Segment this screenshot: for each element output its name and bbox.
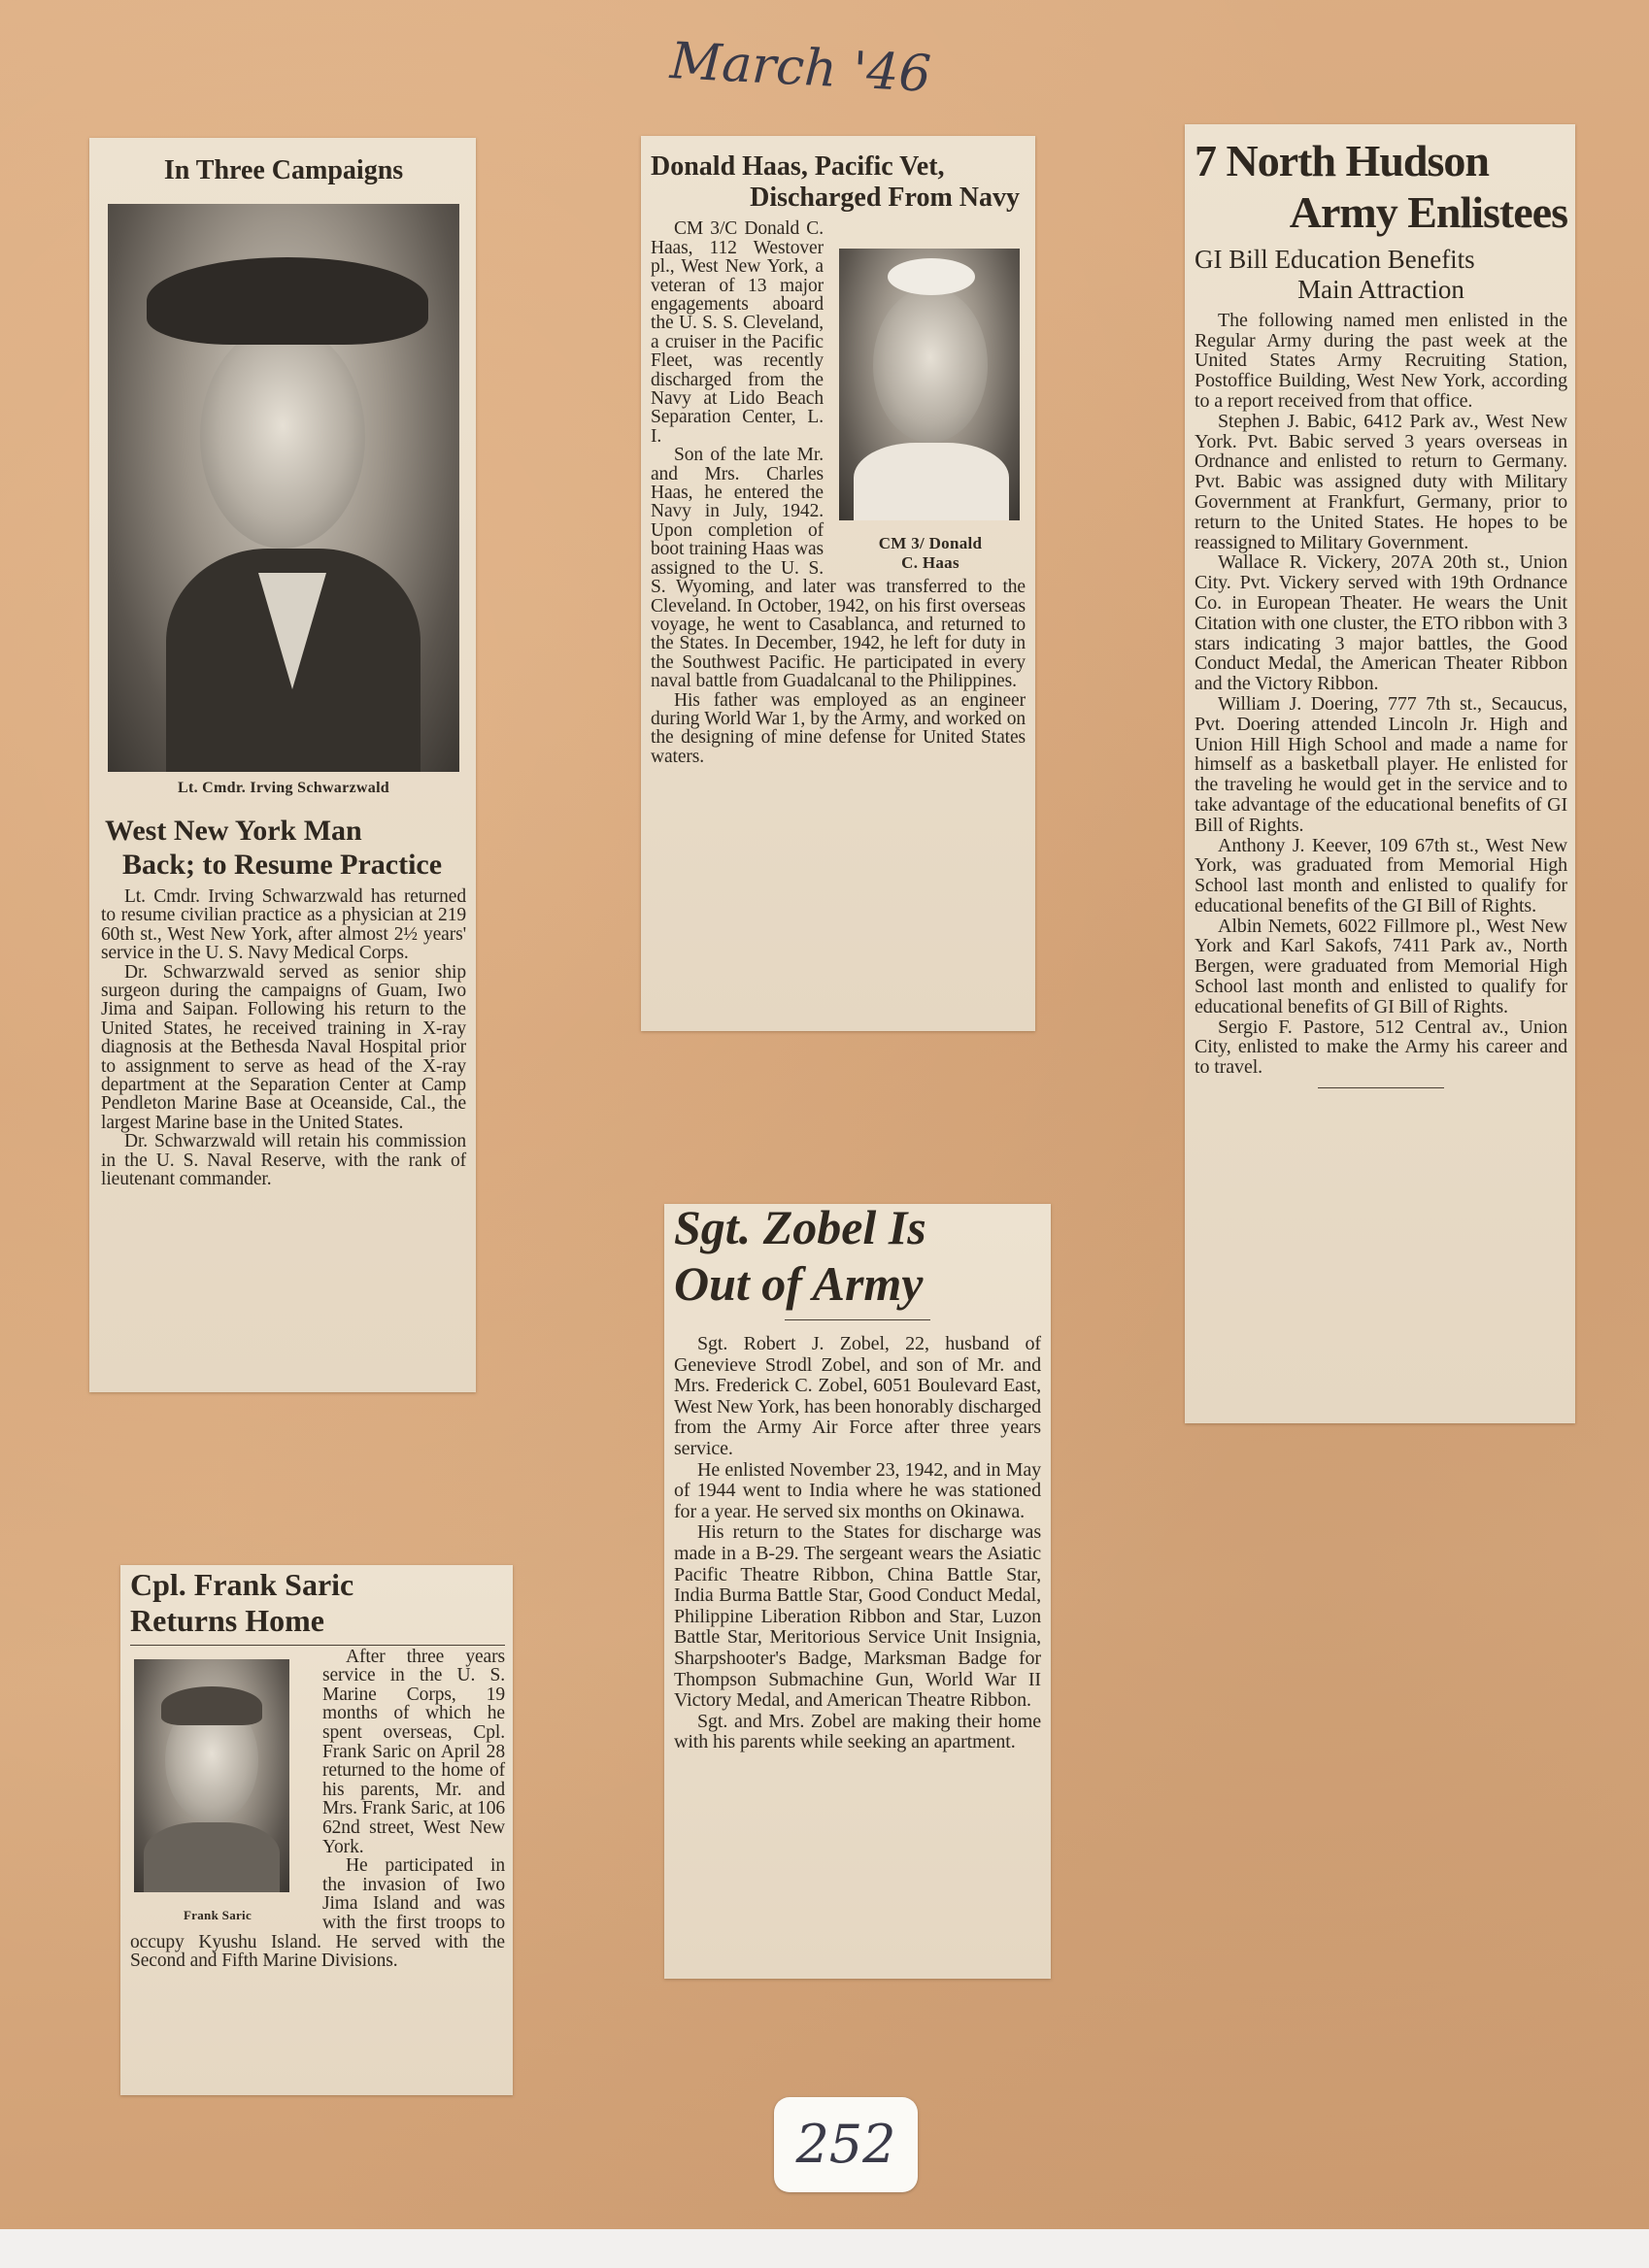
paragraph: He enlisted November 23, 1942, and in May of 1944 went to India where he was stationed for a year. He served six months on Okinawa. (674, 1458, 1041, 1522)
paragraph: Sgt. Robert J. Zobel, 22, husband of Genevieve Strodl Zobel, and son of Mr. and Mrs. Frederick C. Zobel, 6051 Boulevard East, West New York, has been honorably discharged from the Army Air Force after three years service. (674, 1333, 1041, 1459)
paragraph: His father was employed as an engineer during World War 1, by the Army, and worked on the designing of mine defense for United States waters. (651, 689, 1026, 767)
headline-line1: 7 North Hudson (1195, 136, 1489, 185)
clipping-zobel (664, 1200, 1051, 1979)
photo-block-saric (134, 1659, 301, 1925)
article-body (130, 1648, 505, 1971)
paragraph: Dr. Schwarzwald served as senior ship surgeon during the campaigns of Guam, Iwo Jima and Saipan. Following his return to the United States, he received training in X-ray diagnosis at the Bethesda Naval Hospital prior to assignment to serve as head of the X-ray department at the Separation Center at Camp Pendleton Marine Base at Oceanside, Cal., the largest Marine base in the United States. (101, 961, 466, 1133)
headline-line1: Sgt. Zobel Is (674, 1200, 926, 1254)
article-body (1195, 311, 1567, 1078)
photo-caption: Frank Saric (183, 1907, 252, 1922)
paragraph: The following named men enlisted in the Regular Army during the past week at the United States Army Recruiting Station, Postoffice Building, West New York, according to a report received from that office. (1195, 309, 1567, 412)
headline-line1: West New York Man (105, 815, 362, 847)
paragraph: Lt. Cmdr. Irving Schwarzwald has returned to resume civilian practice as a physician at 219 60th st., West New York, after almost 2½ years' service in the U. S. Navy Medical Corps. (101, 886, 466, 964)
portrait-photo-schwarzwald (108, 204, 459, 772)
paragraph: Stephen J. Babic, 6412 Park av., West New York. Pvt. Babic served 3 years overseas in Ordnance and enlisted to return to Germany. Pvt. Babic was assigned duty with Military Government at Frankfurt, Germany, prior to return to the United States. He hopes to be reassigned to Military Government. (1195, 410, 1567, 553)
paragraph: After three years service in the U. S. Marine Corps, 19 months of which he spent overseas, Cpl. Frank Saric on April 28 returned to the home of his parents, Mr. and Mrs. Frank Saric, at 106 62nd street, West New York. (322, 1646, 505, 1857)
paragraph: Sergio F. Pastore, 512 Central av., Union City, enlisted to make the Army his career and to travel. (1195, 1016, 1567, 1079)
headline-line2: Discharged From Navy (750, 183, 1020, 214)
headline-line2: Returns Home (130, 1602, 324, 1638)
clipping-schwarzwald (89, 138, 476, 1392)
subhead-line2: Main Attraction (1297, 274, 1464, 304)
kicker-heading: In Three Campaigns (163, 155, 404, 185)
paragraph: CM 3/C Donald C. Haas, 112 Westover pl., West New York, a veteran of 13 major engagements aboard the U. S. S. Cleveland, a cruiser in the Pacific Fleet, was recently discharged from the Navy at Lido Beach Separation Center, L. I. (651, 218, 824, 447)
paragraph: William J. Doering, 777 7th st., Secaucus, Pvt. Doering attended Lincoln Jr. High and Union Hill High School and made a name for himself as a basketball player. He enlisted for the traveling he would get in the service and to take advantage of the educational benefits of GI Bill of Rights. (1195, 692, 1567, 836)
paragraph: Albin Nemets, 6022 Fillmore pl., West New York and Karl Sakofs, 7411 Park av., North Bergen, were graduated from Memorial High School last month and enlisted to qualify for educational benefits of GI Bill of Rights. (1195, 915, 1567, 1017)
clipping-enlistees (1185, 124, 1575, 1423)
page-number: 252 (795, 2114, 896, 2175)
headline-line2: Back; to Resume Practice (122, 848, 443, 881)
paragraph: He participated in the invasion of Iwo Jima Island and was with the first troops to occupy Kyushu Island. He served with the Second and Fifth Marine Divisions. (130, 1855, 505, 1972)
end-rule (1318, 1087, 1444, 1088)
article-body (674, 1334, 1041, 1753)
headline-rule (130, 1645, 505, 1646)
scanner-bottom-margin (0, 2229, 1649, 2268)
headline-rule (785, 1319, 930, 1320)
paragraph: His return to the States for discharge was made in a B-29. The sergeant wears the Asiatic Pacific Theatre Ribbon, China Battle Star, India Burma Battle Star, Good Conduct Medal, Philippine Liberation Ribbon and Star, Luzon Battle Star, Meritorious Service Unit Insignia, Sharpshooter's Badge, Marksman Badge for Thompson Submachine Gun, World War II Victory Medal, and American Theatre Ribbon. (674, 1521, 1041, 1712)
paragraph: Son of the late Mr. and Mrs. Charles Haas, he entered the Navy in July, 1942. Upon completion of boot training Haas was assigned to the U. S. S. Wyoming, and later was transferred to the Cleveland. In October, 1942, on his first overseas voyage, he went to Casablanca, and returned to the States. In December, 1942, he left for duty in the Southwest Pacific. He participated in every naval battle from Guadalcanal to the Philippines. (651, 445, 1026, 692)
article-body (101, 887, 466, 1189)
page-number-label (774, 2097, 918, 2192)
photo-caption: Lt. Cmdr. Irving Schwarzwald (177, 780, 390, 796)
photo-block-haas (833, 249, 1027, 572)
clipping-saric (120, 1565, 513, 2095)
paragraph: Dr. Schwarzwald will retain his commission in the U. S. Naval Reserve, with the rank of lieutenant commander. (101, 1131, 466, 1190)
subhead-line1: GI Bill Education Benefits (1195, 244, 1475, 274)
photo-caption-line1: CM 3/ Donald (878, 534, 983, 553)
photo-caption-line2: C. Haas (901, 552, 959, 572)
portrait-photo-saric (134, 1659, 289, 1892)
paragraph: Wallace R. Vickery, 207A 20th st., Union City. Pvt. Vickery served with 19th Ordnance Co. in European Theater. He wears the Unit Citation with one cluster, the ETO ribbon with 3 stars indicating 3 major battles, the Good Conduct Medal, the American Theater Ribbon and the Victory Ribbon. (1195, 551, 1567, 695)
handwritten-date: March '46 (668, 32, 933, 104)
headline-line2: Out of Army (674, 1255, 924, 1311)
clipping-haas (641, 136, 1035, 1031)
headline-line1: Donald Haas, Pacific Vet, (651, 151, 945, 182)
headline-line1: Cpl. Frank Saric (130, 1567, 354, 1602)
paragraph: Sgt. and Mrs. Zobel are making their home with his parents while seeking an apartment. (674, 1710, 1041, 1753)
article-body (651, 219, 1026, 766)
headline-line2: Army Enlistees (1289, 186, 1567, 237)
paragraph: Anthony J. Keever, 109 67th st., West New York, was graduated from Memorial High School last month and enlisted to qualify for educational benefits of the GI Bill of Rights. (1195, 834, 1567, 917)
portrait-photo-haas (839, 249, 1020, 520)
